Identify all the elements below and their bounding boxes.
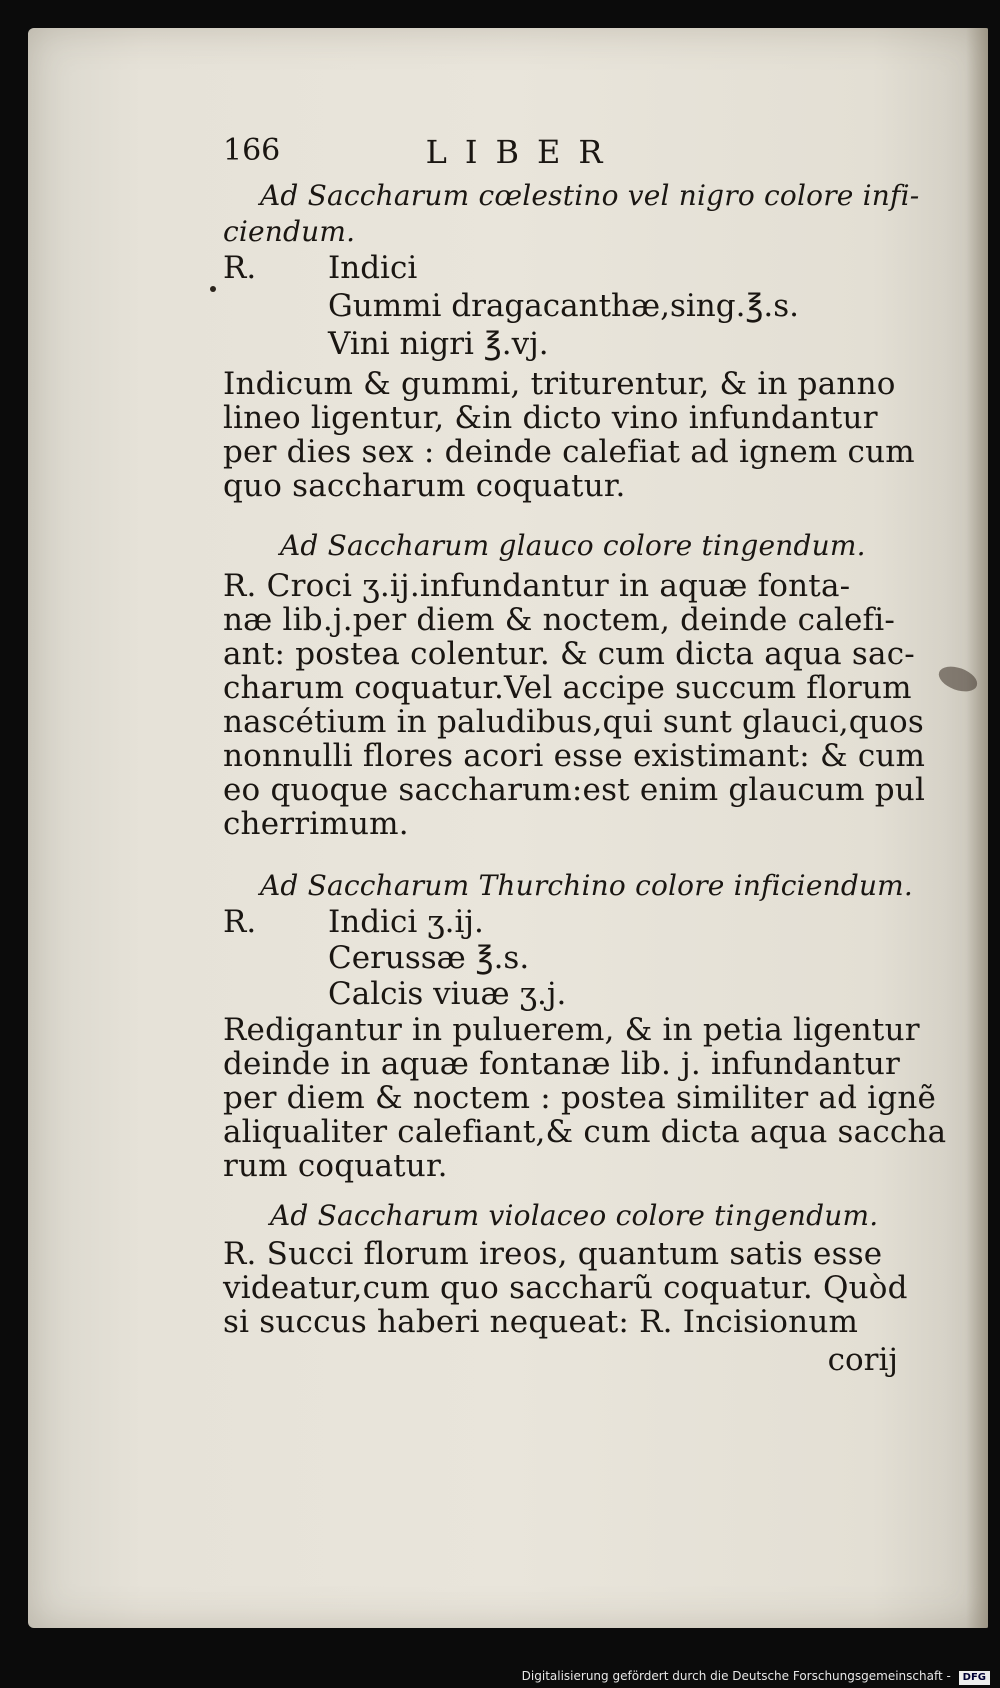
- body-line: nascétium in paludibus,qui sunt glauci,quos: [223, 704, 924, 740]
- body-line: Indicum & gummi, triturentur, & in panno: [223, 366, 896, 402]
- recipe-mark: R.: [223, 904, 257, 940]
- ingredient: Indici ʒ.ij.: [328, 904, 484, 940]
- body-line: aliqualiter calefiant,& cum dicta aqua saccha: [223, 1114, 947, 1150]
- body-line: R. Succi florum ireos, quantum satis esse: [223, 1236, 883, 1272]
- body-line: si succus haberi nequeat: R. Incisionum: [223, 1304, 859, 1340]
- body-line: Redigantur in puluerem, & in petia ligentur: [223, 1012, 920, 1048]
- book-page: [28, 28, 988, 1628]
- body-line: rum coquatur.: [223, 1148, 448, 1184]
- running-head: LIBER: [425, 133, 621, 171]
- body-line: deinde in aquæ fontanæ lib. j. infundantur: [223, 1046, 901, 1082]
- section-title: Ad Saccharum cœlestino vel nigro colore infi-: [260, 179, 920, 212]
- catchword: corij: [827, 1342, 898, 1378]
- ingredient: Gummi dragacanthæ,sing.℥.s.: [328, 288, 799, 324]
- body-line: per dies sex : deinde calefiat ad ignem cum: [223, 434, 915, 470]
- page-text: [28, 28, 988, 1628]
- section-title-cont: ciendum.: [223, 215, 356, 248]
- recipe-mark: R.: [223, 250, 257, 286]
- body-line: eo quoque saccharum:est enim glaucum pul: [223, 772, 926, 808]
- dfg-logo: DFG: [959, 1671, 990, 1685]
- body-line: cherrimum.: [223, 806, 409, 842]
- ingredient: Calcis viuæ ʒ.j.: [328, 976, 567, 1012]
- body-line: R. Croci ʒ.ij.infundantur in aquæ fonta-: [223, 568, 851, 604]
- ingredient: Indici: [328, 250, 418, 286]
- section-title: Ad Saccharum glauco colore tingendum.: [280, 529, 866, 562]
- section-title: Ad Saccharum violaceo colore tingendum.: [270, 1199, 879, 1232]
- footer-text: Digitalisierung gefördert durch die Deutsche Forschungsgemeinschaft -: [521, 1669, 951, 1683]
- body-line: lineo ligentur, &in dicto vino infundantur: [223, 400, 878, 436]
- page-number: 166: [223, 133, 281, 168]
- body-line: quo saccharum coquatur.: [223, 468, 626, 504]
- section-title: Ad Saccharum Thurchino colore inficiendum.: [260, 869, 914, 902]
- ingredient: Cerussæ ℥.s.: [328, 940, 530, 976]
- body-line: næ lib.j.per diem & noctem, deinde calefi-: [223, 602, 895, 638]
- digitization-footer: [0, 1664, 1000, 1688]
- body-line: videatur,cum quo saccharũ coquatur. Quòd: [223, 1270, 908, 1306]
- body-line: charum coquatur.Vel accipe succum florum: [223, 670, 912, 706]
- body-line: per diem & noctem : postea similiter ad ignẽ: [223, 1080, 937, 1116]
- body-line: nonnulli flores acori esse existimant: & cum: [223, 738, 926, 774]
- body-line: ant: postea colentur. & cum dicta aqua sac-: [223, 636, 915, 672]
- ingredient: Vini nigri ℥.vj.: [328, 326, 549, 362]
